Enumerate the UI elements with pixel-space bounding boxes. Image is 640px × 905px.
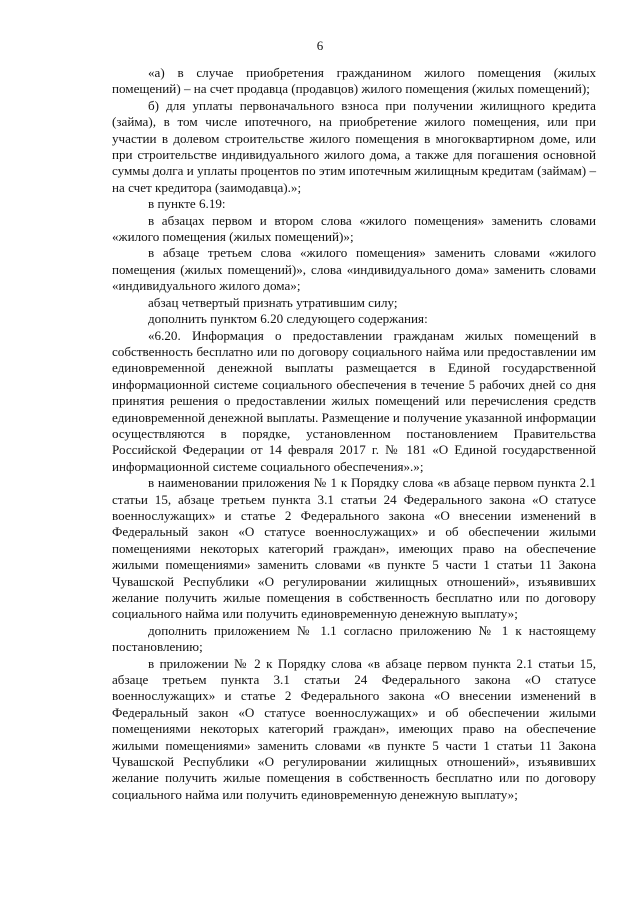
- paragraph-amendment-b: б) для уплаты первоначального взноса при получении жилищного кредита (займа), в том числе ипотечного, на приобретение жилого помещения, или при участии в долевом строительстве жилого помещения в многоквартирном доме, или при строительстве индивидуального жилого дома, а также для погашения основной суммы долга и уплаты процентов по этим ипотечным жилищным кредитам (займам) – на счет кредитора (заимодавца).»;: [112, 97, 596, 195]
- paragraph-third-abzac: в абзаце третьем слова «жилого помещения» заменить словами «жилого помещения (жилых помещений)», слова «индивидуального дома» заменить словами «индивидуального жилого дома»;: [112, 245, 596, 294]
- page-number: 6: [316, 38, 324, 53]
- paragraph-point-6-20-text: «6.20. Информация о предоставлении гражданам жилых помещений в собственность бесплатно или по договору социального найма или предоставлении им единовременной денежной выплаты размещается в Единой государственной информационной системе социального обеспечения в течение 5 рабочих дней со дня принятия решения о предоставлении жилых помещений или перечисления средств единовременной денежной выплаты. Размещение и получение указанной информации осуществляются в порядке, установленном постановлением Правительства Российской Федерации от 14 февраля 2017 г. № 181 «О Единой государственной информационной системе социального обеспечения».»;: [112, 327, 596, 474]
- document-body: [112, 65, 596, 803]
- paragraph-first-second-abzac: в абзацах первом и втором слова «жилого помещения» заменить словами «жилого помещения (жилых помещений)»;: [112, 212, 596, 245]
- paragraph-add-point-6-20: дополнить пунктом 6.20 следующего содержания:: [148, 311, 428, 327]
- paragraph-point-6-19: в пункте 6.19:: [148, 196, 226, 212]
- paragraph-add-appendix-1-1: дополнить приложением № 1.1 согласно приложению № 1 к настоящему постановлению;: [112, 622, 596, 655]
- paragraph-fourth-abzac: абзац четвертый признать утратившим силу;: [148, 294, 398, 310]
- paragraph-appendix-1-title: в наименовании приложения № 1 к Порядку слова «в абзаце первом пункта 2.1 статьи 15, абзаце третьем пункта 3.1 статьи 24 Федерального закона «О статусе военнослужащих» и статье 2 Федерального закона «О внесении изменений в Федеральный закон «О статусе военнослужащих» и об обеспечении жилыми помещениями некоторых категорий граждан», имеющих право на обеспечение жилыми помещениями» заменить словами «в пункте 5 части 1 статьи 11 Закона Чувашской Республики «О регулировании жилищных отношений», изъявивших желание получить жилые помещения в собственность бесплатно или по договору социального найма или получить единовременную денежную выплату»;: [112, 475, 596, 622]
- paragraph-appendix-2: в приложении № 2 к Порядку слова «в абзаце первом пункта 2.1 статьи 15, абзаце третьем пункта 3.1 статьи 24 Федерального закона «О статусе военнослужащих» и статье 2 Федерального закона «О внесении изменений в Федеральный закон «О статусе военнослужащих» и об обеспечении жилыми помещениями некоторых категорий граждан», имеющих право на обеспечение жилыми помещениями» заменить словами «в пункте 5 части 1 статьи 11 Закона Чувашской Республики «О регулировании жилищных отношений», изъявивших желание получить жилые помещения в собственность бесплатно или по договору социального найма или получить единовременную денежную выплату»;: [112, 655, 596, 802]
- paragraph-amendment-a: «а) в случае приобретения гражданином жилого помещения (жилых помещений) – на счет продавца (продавцов) жилого помещения (жилых помещений);: [112, 65, 596, 97]
